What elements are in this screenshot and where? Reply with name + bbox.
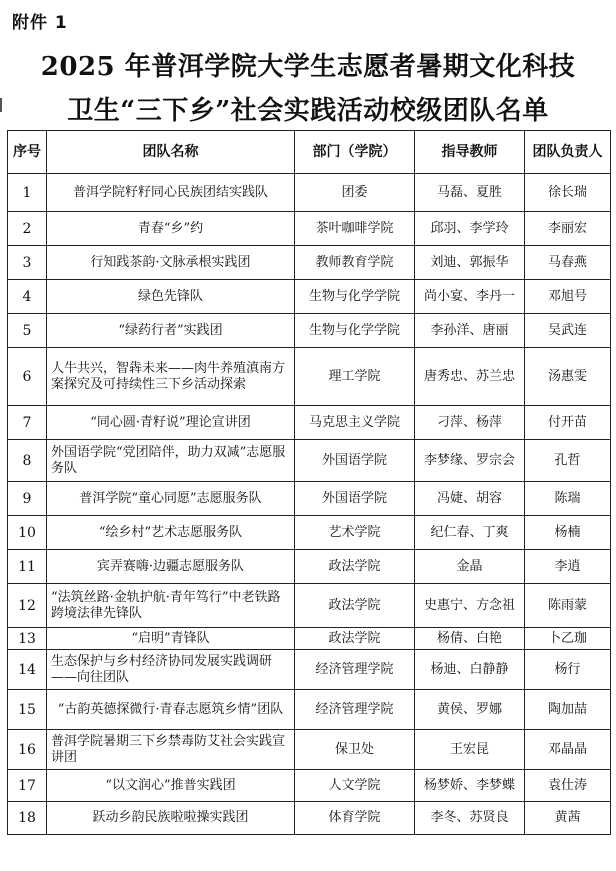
row-department: 政法学院 (295, 584, 415, 628)
table-row (8, 516, 611, 550)
row-index: 4 (8, 280, 47, 314)
row-index: 5 (8, 314, 47, 348)
header-advisors: 指导教师 (415, 131, 525, 174)
row-advisors: 李梦缘、罗宗会 (415, 440, 525, 482)
table-row (8, 482, 611, 516)
row-team-name: “绿药行者”实践团 (47, 314, 295, 348)
row-index: 10 (8, 516, 47, 550)
row-team-name: 外国语学院“党团陪伴，助力双减”志愿服务队 (47, 440, 295, 482)
row-index: 9 (8, 482, 47, 516)
row-advisors: 马磊、夏胜 (415, 174, 525, 212)
row-index: 1 (8, 174, 47, 212)
row-index: 18 (8, 802, 47, 835)
row-index: 8 (8, 440, 47, 482)
row-advisors: 唐秀忠、苏兰忠 (415, 348, 525, 406)
row-index: 6 (8, 348, 47, 406)
row-leader: 卜乙珈 (525, 628, 611, 650)
table-row (8, 770, 611, 802)
row-department: 团委 (295, 174, 415, 212)
table-row (8, 212, 611, 246)
row-index: 13 (8, 628, 47, 650)
row-index: 2 (8, 212, 47, 246)
row-department: 政法学院 (295, 628, 415, 650)
row-index: 12 (8, 584, 47, 628)
row-team-name: 普洱学院暑期三下乡禁毒防艾社会实践宣讲团 (47, 730, 295, 770)
row-leader: 李丽宏 (525, 212, 611, 246)
table-row (8, 440, 611, 482)
row-advisors: 冯婕、胡容 (415, 482, 525, 516)
table-row (8, 730, 611, 770)
row-index: 15 (8, 690, 47, 730)
row-index: 16 (8, 730, 47, 770)
row-team-name: “启明”青锋队 (47, 628, 295, 650)
row-leader: 邓晶晶 (525, 730, 611, 770)
table-header-row (8, 131, 611, 174)
table-row (8, 650, 611, 690)
row-team-name: 绿色先锋队 (47, 280, 295, 314)
row-department: 外国语学院 (295, 440, 415, 482)
row-team-name: “绘乡村”艺术志愿服务队 (47, 516, 295, 550)
row-advisors: 李冬、苏贤良 (415, 802, 525, 835)
table-row (8, 174, 611, 212)
attachment-label: 附件 1 (12, 13, 68, 33)
row-advisors: 刘迪、郭振华 (415, 246, 525, 280)
header-team-name: 团队名称 (47, 131, 295, 174)
row-leader: 马春燕 (525, 246, 611, 280)
row-advisors: 金晶 (415, 550, 525, 584)
table-row (8, 550, 611, 584)
row-team-name: 宾弄赛嗨·边疆志愿服务队 (47, 550, 295, 584)
row-advisors: 纪仁春、丁爽 (415, 516, 525, 550)
row-team-name: 生态保护与乡村经济协同发展实践调研——向往团队 (47, 650, 295, 690)
table-row (8, 628, 611, 650)
row-advisors: 杨迪、白静静 (415, 650, 525, 690)
row-leader: 杨楠 (525, 516, 611, 550)
row-leader: 陈雨蒙 (525, 584, 611, 628)
table-row (8, 802, 611, 835)
table-row (8, 314, 611, 348)
table-row (8, 690, 611, 730)
document-title-line-1: 2025 年普洱学院大学生志愿者暑期文化科技 (40, 52, 576, 82)
team-list-table (7, 130, 611, 835)
row-advisors: 黄侯、罗娜 (415, 690, 525, 730)
table-row (8, 280, 611, 314)
row-team-name: “古韵英德探微行·青春志愿筑乡情”团队 (47, 690, 295, 730)
row-advisors: 尚小宴、李丹一 (415, 280, 525, 314)
table-row (8, 348, 611, 406)
row-team-name: 青春“乡”约 (47, 212, 295, 246)
table-row (8, 584, 611, 628)
document-title-line-2: 卫生“三下乡”社会实践活动校级团队名单 (67, 96, 549, 126)
row-department: 保卫处 (295, 730, 415, 770)
row-department: 生物与化学学院 (295, 314, 415, 348)
row-advisors: 李孙洋、唐丽 (415, 314, 525, 348)
row-leader: 黄茜 (525, 802, 611, 835)
row-department: 马克思主义学院 (295, 406, 415, 440)
row-team-name: 普洱学院籽籽同心民族团结实践队 (47, 174, 295, 212)
row-index: 14 (8, 650, 47, 690)
row-leader: 徐长瑞 (525, 174, 611, 212)
row-index: 7 (8, 406, 47, 440)
row-leader: 孔哲 (525, 440, 611, 482)
row-department: 经济管理学院 (295, 690, 415, 730)
row-leader: 杨行 (525, 650, 611, 690)
row-leader: 邓旭号 (525, 280, 611, 314)
row-advisors: 杨梦娇、李梦蝶 (415, 770, 525, 802)
table-body (8, 174, 611, 835)
row-department: 政法学院 (295, 550, 415, 584)
row-advisors: 邱羽、李学玲 (415, 212, 525, 246)
row-department: 体育学院 (295, 802, 415, 835)
row-index: 11 (8, 550, 47, 584)
row-leader: 陈瑞 (525, 482, 611, 516)
row-leader: 李逍 (525, 550, 611, 584)
row-department: 生物与化学学院 (295, 280, 415, 314)
row-department: 人文学院 (295, 770, 415, 802)
header-index: 序号 (8, 131, 47, 174)
row-team-name: 人牛共兴，智犇未来——肉牛养殖滇南方案探究及可持续性三下乡活动探索 (47, 348, 295, 406)
row-department: 茶叶咖啡学院 (295, 212, 415, 246)
row-advisors: 刁萍、杨萍 (415, 406, 525, 440)
row-index: 17 (8, 770, 47, 802)
row-department: 外国语学院 (295, 482, 415, 516)
row-advisors: 史惠宁、方念祖 (415, 584, 525, 628)
row-team-name: “以文润心”推普实践团 (47, 770, 295, 802)
row-leader: 袁仕涛 (525, 770, 611, 802)
row-department: 理工学院 (295, 348, 415, 406)
row-team-name: “法筑丝路·金轨护航·青年笃行”中老铁路跨境法律先锋队 (47, 584, 295, 628)
row-team-name: 行知践茶韵·文脉承根实践团 (47, 246, 295, 280)
row-leader: 吴武连 (525, 314, 611, 348)
row-department: 教师教育学院 (295, 246, 415, 280)
row-advisors: 杨倩、白艳 (415, 628, 525, 650)
table-row (8, 246, 611, 280)
row-index: 3 (8, 246, 47, 280)
row-team-name: “同心圆·青籽说”理论宣讲团 (47, 406, 295, 440)
row-leader: 付开苗 (525, 406, 611, 440)
header-leader: 团队负责人 (525, 131, 611, 174)
row-leader: 陶加喆 (525, 690, 611, 730)
row-team-name: 普洱学院“童心同愿”志愿服务队 (47, 482, 295, 516)
row-leader: 汤惠雯 (525, 348, 611, 406)
row-department: 艺术学院 (295, 516, 415, 550)
row-team-name: 跃动乡韵民族啦啦操实践团 (47, 802, 295, 835)
row-department: 经济管理学院 (295, 650, 415, 690)
table-row (8, 406, 611, 440)
header-department: 部门（学院） (295, 131, 415, 174)
row-advisors: 王宏昆 (415, 730, 525, 770)
